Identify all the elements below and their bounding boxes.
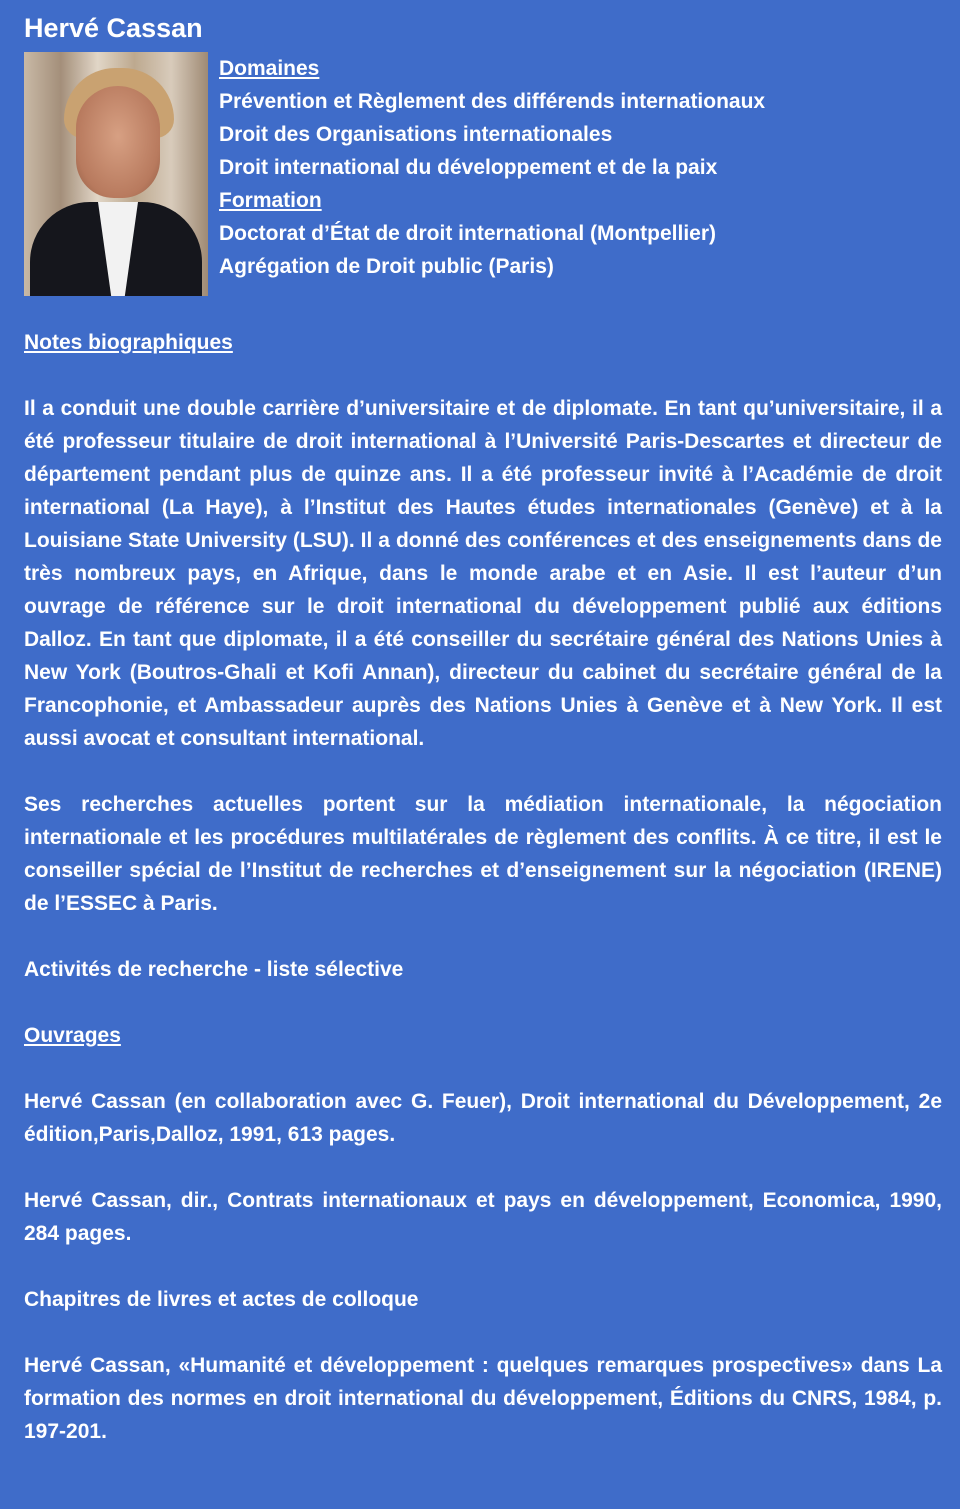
domaine-item: Droit international du développement et de la paix	[219, 156, 718, 179]
domaine-item: Prévention et Règlement des différends internationaux	[219, 90, 766, 113]
profile-page	[24, 8, 942, 1448]
domaines-label: Domaines	[219, 57, 320, 80]
bio-paragraph-1: Il a conduit une double carrière d’universitaire et de diplomate. En tant qu’universitaire, il a été professeur titulaire de droit international à l’Université Paris-Descartes et directeur de département pendant plus de quinze ans. Il a été professeur invité à l’Académie de droit international (La Haye), à l’Institut des Hautes études internationales (Genève) et à la Louisiane State University (LSU). Il a donné des conférences et des enseignements dans de très nombreux pays, en Afrique, dans le monde arabe et en Asie. Il est l’auteur d’un ouvrage de référence sur le droit international du développement publié aux éditions Dalloz. En tant que diplomate, il a été conseiller du secrétaire général des Nations Unies à New York (Boutros-Ghali et Kofi Annan), directeur du cabinet du secrétaire général de la Francophonie, et Ambassadeur auprès des Nations Unies à Genève et à New York. Il est aussi avocat et consultant international.	[24, 397, 942, 750]
activites-heading: Activités de recherche - liste sélective	[24, 958, 404, 981]
formation-label: Formation	[219, 189, 322, 212]
domaine-item: Droit des Organisations internationales	[219, 123, 613, 146]
formation-item: Agrégation de Droit public (Paris)	[219, 255, 554, 278]
notes-heading: Notes biographiques	[24, 331, 233, 354]
ouvrages-heading: Ouvrages	[24, 1024, 121, 1047]
profile-header	[24, 52, 942, 296]
portrait-face	[76, 86, 160, 198]
portrait-photo	[24, 52, 208, 296]
profile-info	[219, 52, 765, 283]
ouvrage-item: Hervé Cassan (en collaboration avec G. Feuer), Droit international du Développement, 2e édition,Paris,Dalloz, 1991, 613 pages.	[24, 1090, 942, 1146]
chapitres-heading: Chapitres de livres et actes de colloque	[24, 1288, 419, 1311]
formation-item: Doctorat d’État de droit international (Montpellier)	[219, 222, 717, 245]
person-name: Hervé Cassan	[24, 13, 203, 43]
chapitre-item: Hervé Cassan, «Humanité et développement : quelques remarques prospectives» dans La formation des normes en droit international du développement, Éditions du CNRS, 1984, p. 197-201.	[24, 1354, 942, 1443]
ouvrage-item: Hervé Cassan, dir., Contrats internationaux et pays en développement, Economica, 1990, 284 pages.	[24, 1189, 942, 1245]
bio-paragraph-2: Ses recherches actuelles portent sur la médiation internationale, la négociation internationale et les procédures multilatérales de règlement des conflits. À ce titre, il est le conseiller spécial de l’Institut de recherches et d’enseignement sur la négociation (IRENE) de l’ESSEC à Paris.	[24, 793, 942, 915]
